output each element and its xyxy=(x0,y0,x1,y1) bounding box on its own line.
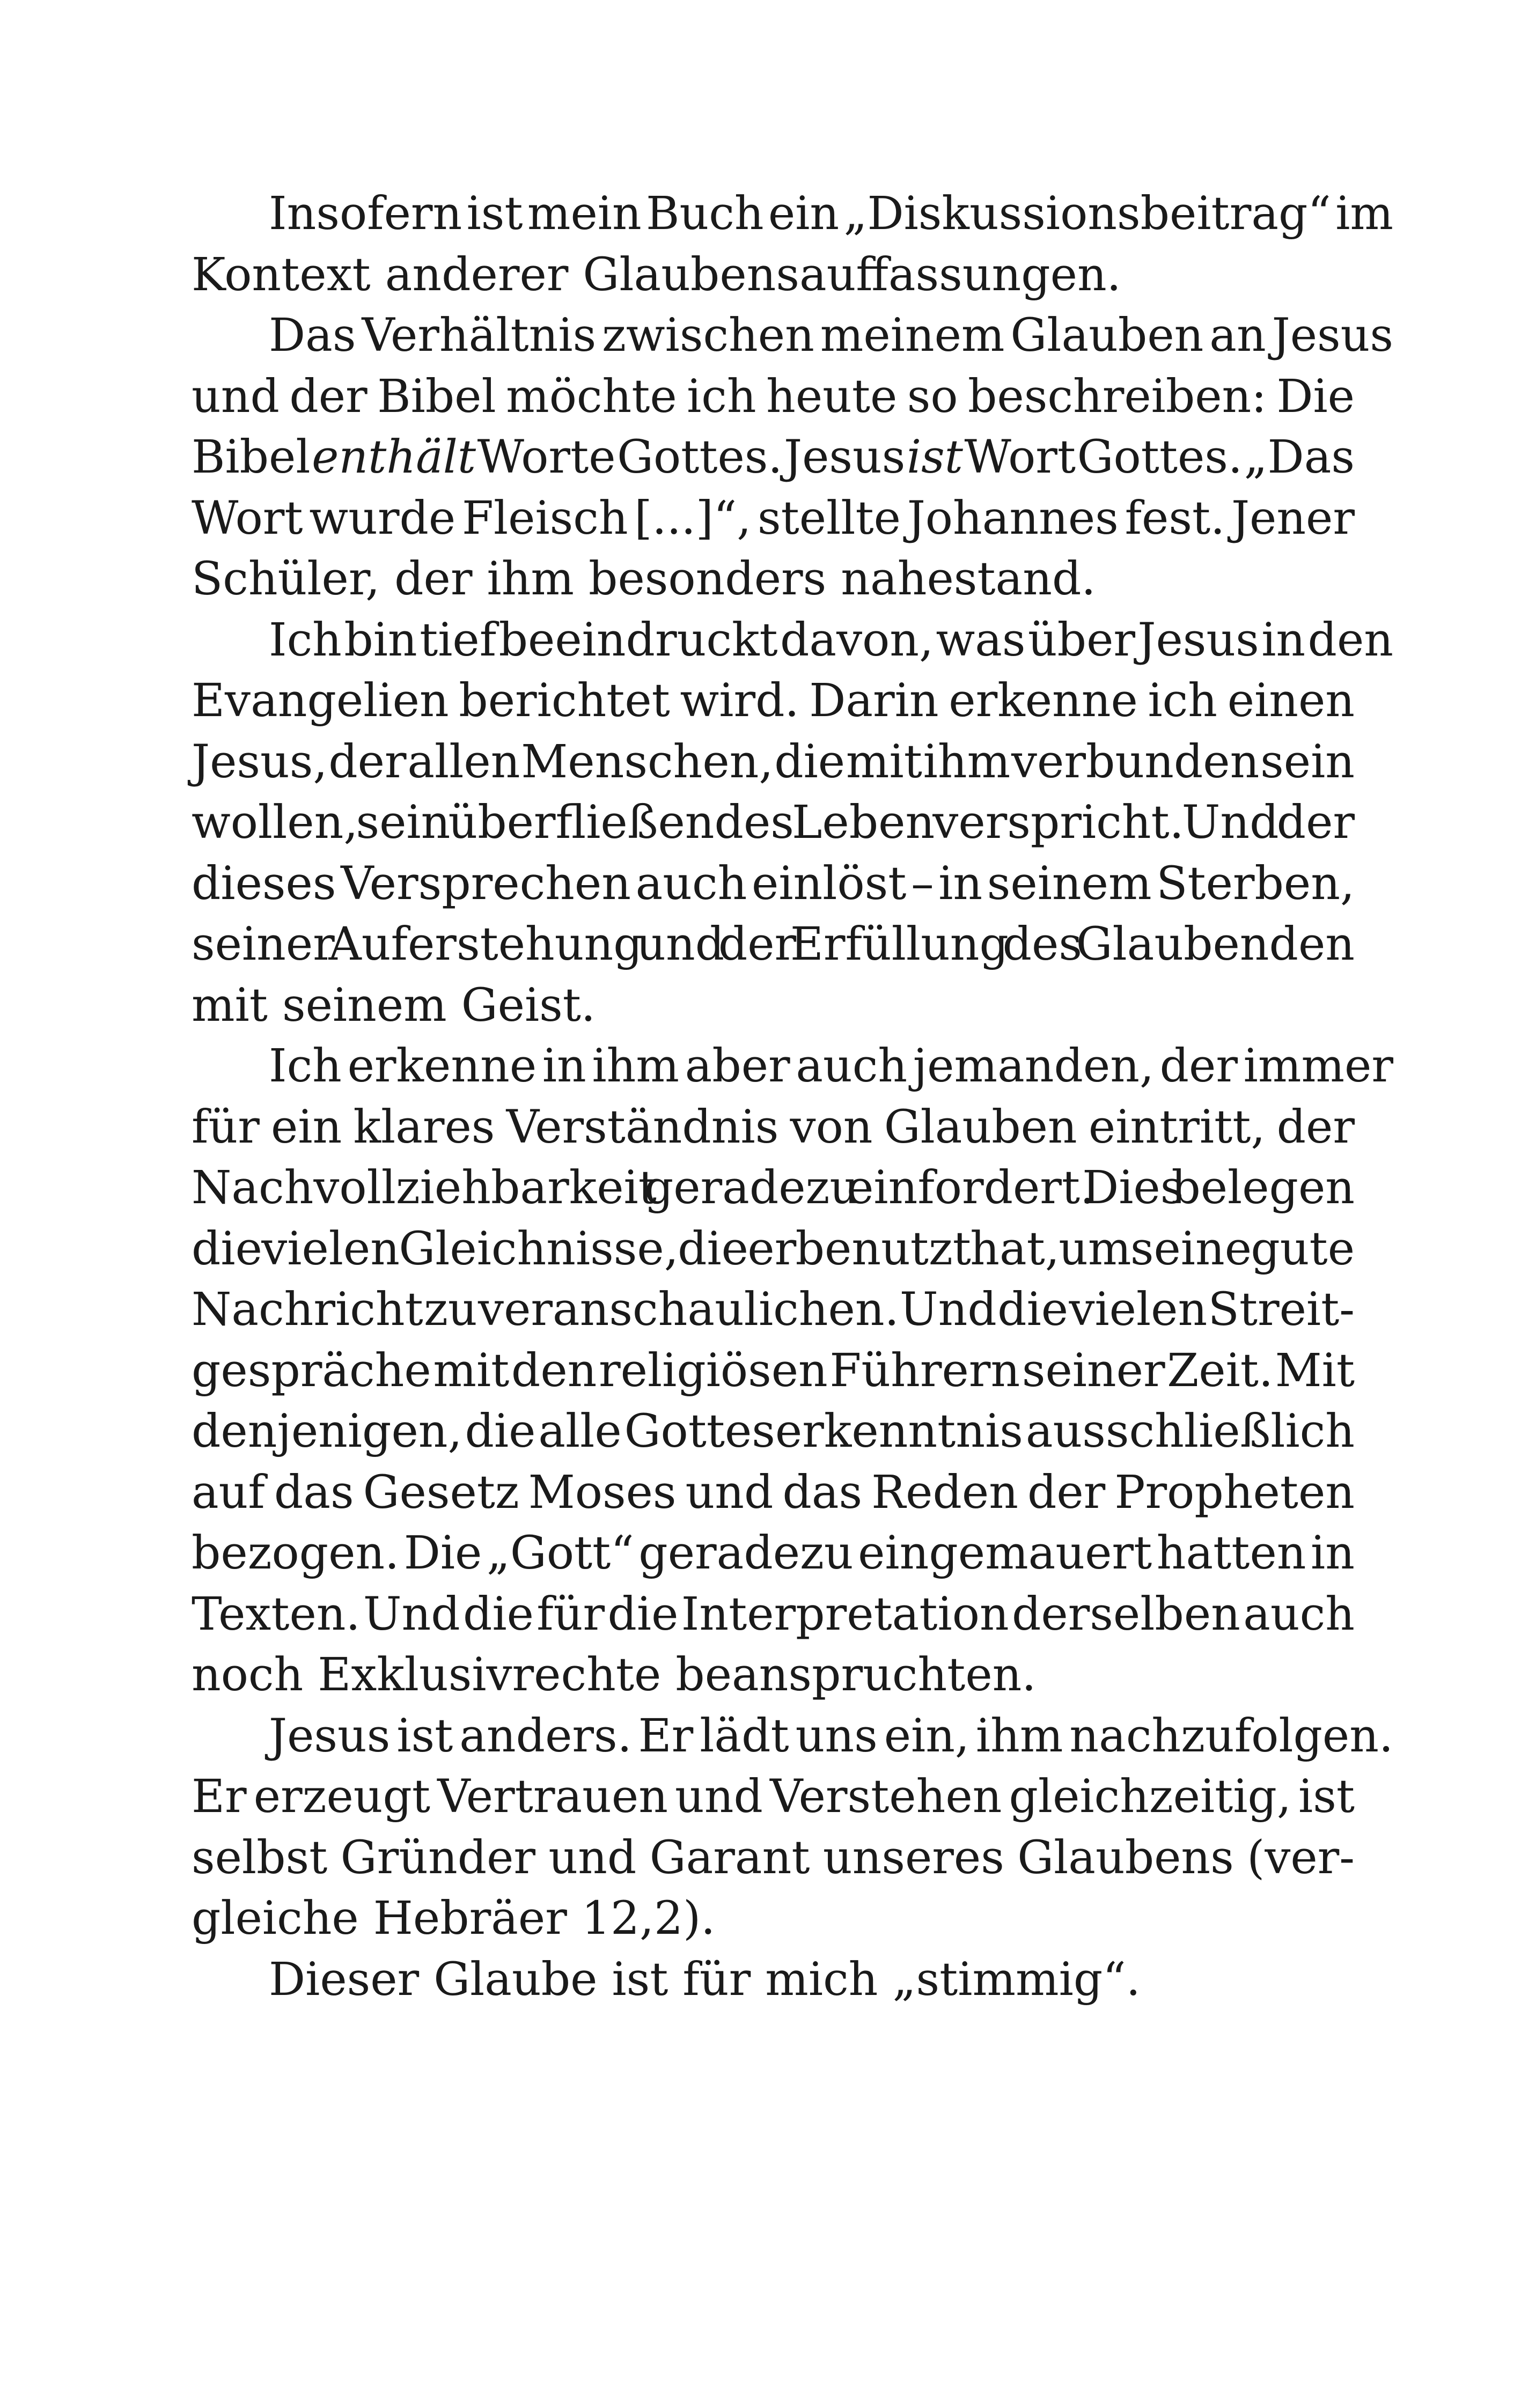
text-line: Er erzeugt Vertrauen und Verstehen gleichzeitig, ist xyxy=(192,1770,1355,1823)
paragraph-6 xyxy=(192,1949,1355,2011)
text-segment: Wort Gottes. „Das xyxy=(962,431,1355,484)
paragraph-3 xyxy=(192,610,1393,1036)
emphasis-enthaelt: enthält xyxy=(312,431,476,484)
text-line: dieses Versprechen auch einlöst – in seinem Sterben, xyxy=(192,857,1355,910)
text-line: Evangelien berichtet wird. Darin erkenne ich einen xyxy=(192,674,1355,727)
text-line: noch Exklusivrechte beanspruchten. xyxy=(192,1648,1037,1702)
text-line: gespräche mit den religiösen Führern seiner Zeit. Mit xyxy=(192,1344,1355,1397)
text-line: gleiche Hebräer 12,2). xyxy=(192,1892,716,1945)
text-line-with-emphasis xyxy=(192,427,1355,488)
text-line: Dieser Glaube ist für mich „stimmig“. xyxy=(269,1953,1141,2006)
text-line: wollen, sein überfließendes Leben verspricht. Und der xyxy=(192,796,1355,849)
body-text xyxy=(192,183,1393,2010)
text-segment: Worte Gottes. Jesus xyxy=(476,431,907,484)
text-line: bezogen. Die „Gott“ geradezu eingemauert hatten in xyxy=(192,1527,1355,1580)
text-line: und der Bibel möchte ich heute so beschreiben: Die xyxy=(192,370,1355,423)
paragraph-2 xyxy=(192,305,1393,610)
paragraph-5 xyxy=(192,1706,1393,1949)
paragraph-4 xyxy=(192,1036,1393,1706)
text-line: denjenigen, die alle Gotteserkenntnis ausschließlich xyxy=(192,1405,1355,1458)
text-segment: Bibel xyxy=(192,431,312,484)
text-line: Schüler, der ihm besonders nahestand. xyxy=(192,553,1096,606)
text-line: für ein klares Verständnis von Glauben eintritt, der xyxy=(192,1100,1355,1154)
text-line: die vielen Gleichnisse, die er benutzt hat, um seine gute xyxy=(192,1222,1355,1276)
text-line: Nachricht zu veranschaulichen. Und die vielen Streit- xyxy=(192,1283,1355,1336)
emphasis-ist: ist xyxy=(906,431,963,484)
text-line: mit seinem Geist. xyxy=(192,978,596,1032)
text-line: Kontext anderer Glaubensauffassungen. xyxy=(192,248,1121,301)
text-line: Wort wurde Fleisch [...]“, stellte Johannes fest. Jener xyxy=(192,491,1355,545)
paragraph-1 xyxy=(192,183,1393,305)
text-line: Das Verhältnis zwischen meinem Glauben an Jesus xyxy=(269,309,1393,362)
text-line: Nachvollziehbarkeit geradezu einfordert. Dies belegen xyxy=(192,1161,1355,1214)
text-line: Ich erkenne in ihm aber auch jemanden, der immer xyxy=(269,1040,1393,1093)
text-line: Jesus, der allen Menschen, die mit ihm verbunden sein xyxy=(192,735,1355,789)
text-line: selbst Gründer und Garant unseres Glaubens (ver- xyxy=(192,1831,1355,1884)
text-line: Ich bin tief beeindruckt davon, was über Jesus in den xyxy=(269,613,1393,667)
text-line: Texten. Und die für die Interpretation derselben auch xyxy=(192,1587,1355,1641)
text-line: Jesus ist anders. Er lädt uns ein, ihm nachzufolgen. xyxy=(269,1709,1393,1763)
text-line: Insofern ist mein Buch ein „Diskussionsbeitrag“ im xyxy=(269,187,1393,240)
text-line: auf das Gesetz Moses und das Reden der Propheten xyxy=(192,1466,1355,1519)
text-line: seiner Auferstehung und der Erfüllung des Glaubenden xyxy=(192,918,1355,971)
